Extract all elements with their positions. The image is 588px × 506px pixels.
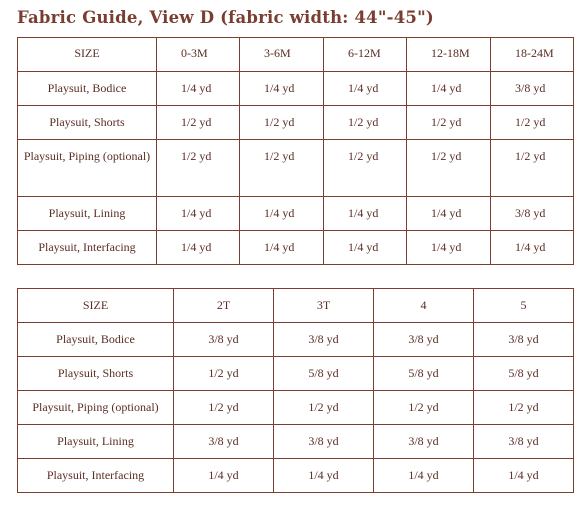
table-cell: 1/4 yd — [374, 459, 474, 493]
table-cell: 1/4 yd — [491, 231, 574, 265]
row-label: Playsuit, Lining — [18, 425, 174, 459]
column-header-size: SIZE — [18, 289, 174, 323]
table-cell: 1/4 yd — [174, 459, 274, 493]
table-cell: 1/4 yd — [407, 231, 491, 265]
row-label: Playsuit, Shorts — [18, 106, 157, 140]
table-row — [18, 72, 574, 106]
table-cell: 1/4 yd — [407, 197, 491, 231]
fabric-table-infant — [17, 37, 574, 265]
column-header-size-6-12m: 6-12M — [324, 38, 407, 72]
table-cell: 1/4 yd — [157, 72, 240, 106]
table-row — [18, 459, 574, 493]
table-cell: 1/4 yd — [240, 197, 324, 231]
table-row — [18, 231, 574, 265]
table-row — [18, 357, 574, 391]
table-cell: 3/8 yd — [474, 323, 574, 357]
table-cell: 1/2 yd — [491, 140, 574, 197]
table-cell: 1/4 yd — [324, 197, 407, 231]
table-cell: 5/8 yd — [274, 357, 374, 391]
row-label: Playsuit, Interfacing — [18, 459, 174, 493]
row-label: Playsuit, Piping (optional) — [18, 140, 157, 197]
table-cell: 1/2 yd — [157, 140, 240, 197]
table-row — [18, 323, 574, 357]
table-cell: 3/8 yd — [374, 323, 474, 357]
row-label: Playsuit, Shorts — [18, 357, 174, 391]
row-label: Playsuit, Interfacing — [18, 231, 157, 265]
row-label: Playsuit, Lining — [18, 197, 157, 231]
table-cell: 1/2 yd — [474, 391, 574, 425]
row-label: Playsuit, Bodice — [18, 72, 157, 106]
table-cell: 1/2 yd — [324, 106, 407, 140]
table-row — [18, 106, 574, 140]
table-row — [18, 391, 574, 425]
table-cell: 1/2 yd — [240, 106, 324, 140]
table-cell: 1/2 yd — [407, 140, 491, 197]
fabric-table-toddler — [17, 288, 574, 493]
table-cell: 1/2 yd — [407, 106, 491, 140]
table-header-row — [18, 289, 574, 323]
table-cell: 3/8 yd — [491, 197, 574, 231]
column-header-size-3t: 3T — [274, 289, 374, 323]
table-cell: 1/4 yd — [274, 459, 374, 493]
column-header-size-18-24m: 18-24M — [491, 38, 574, 72]
table-cell: 3/8 yd — [274, 323, 374, 357]
column-header-size-12-18m: 12-18M — [407, 38, 491, 72]
column-header-size-5: 5 — [474, 289, 574, 323]
table-cell: 1/4 yd — [157, 197, 240, 231]
table-cell: 1/4 yd — [474, 459, 574, 493]
table-cell: 1/2 yd — [174, 357, 274, 391]
row-label: Playsuit, Piping (optional) — [18, 391, 174, 425]
table-header-row — [18, 38, 574, 72]
table-cell: 1/4 yd — [157, 231, 240, 265]
table-cell: 1/4 yd — [407, 72, 491, 106]
table-cell: 3/8 yd — [174, 425, 274, 459]
column-header-size-3-6m: 3-6M — [240, 38, 324, 72]
table-cell: 3/8 yd — [274, 425, 374, 459]
column-header-size: SIZE — [18, 38, 157, 72]
table-row — [18, 197, 574, 231]
table-cell: 1/4 yd — [240, 72, 324, 106]
table-cell: 1/2 yd — [491, 106, 574, 140]
table-cell: 5/8 yd — [474, 357, 574, 391]
table-cell: 1/4 yd — [324, 72, 407, 106]
table-cell: 1/2 yd — [374, 391, 474, 425]
page-title: Fabric Guide, View D (fabric width: 44"-45") — [17, 8, 434, 27]
table-cell: 1/2 yd — [274, 391, 374, 425]
table-cell: 3/8 yd — [474, 425, 574, 459]
table-cell: 3/8 yd — [374, 425, 474, 459]
table-row — [18, 425, 574, 459]
table-cell: 1/2 yd — [157, 106, 240, 140]
table-cell: 1/2 yd — [240, 140, 324, 197]
table-cell: 1/4 yd — [324, 231, 407, 265]
table-cell: 3/8 yd — [491, 72, 574, 106]
table-cell: 1/2 yd — [324, 140, 407, 197]
column-header-size-4: 4 — [374, 289, 474, 323]
row-label: Playsuit, Bodice — [18, 323, 174, 357]
table-cell: 1/2 yd — [174, 391, 274, 425]
table-cell: 1/4 yd — [240, 231, 324, 265]
column-header-size-2t: 2T — [174, 289, 274, 323]
table-cell: 3/8 yd — [174, 323, 274, 357]
column-header-size-0-3m: 0-3M — [157, 38, 240, 72]
table-cell: 5/8 yd — [374, 357, 474, 391]
table-row — [18, 140, 574, 197]
